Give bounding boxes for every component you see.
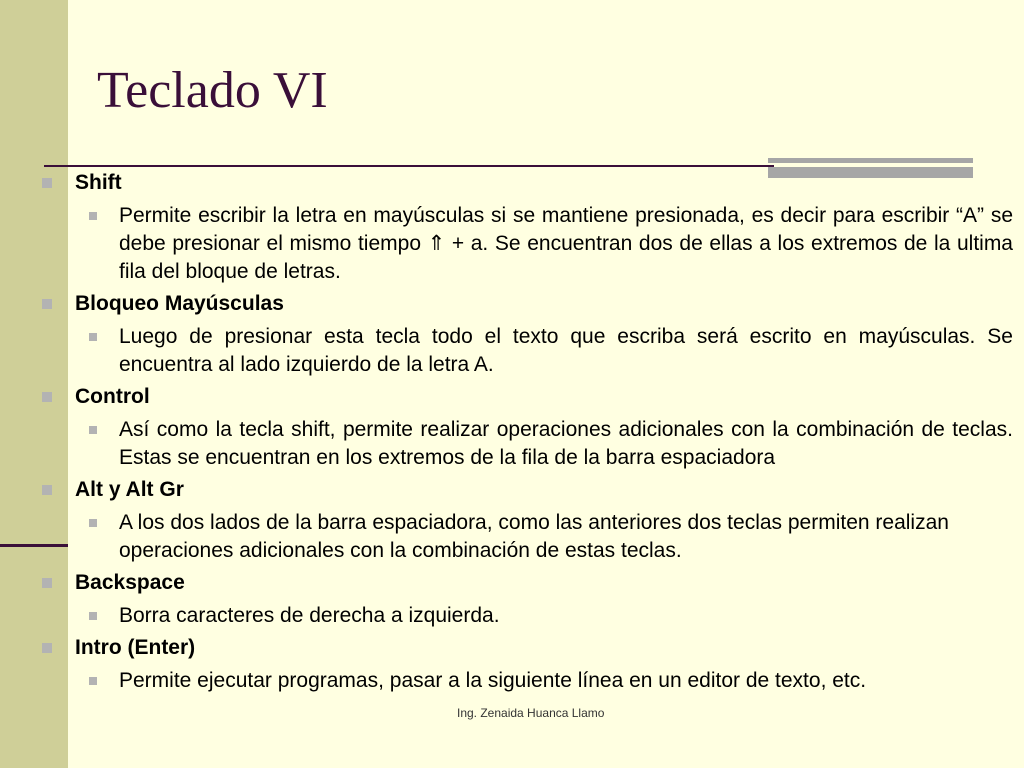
footer-author: Ing. Zenaida Huanca Llamo xyxy=(457,706,605,720)
heading-text: Shift xyxy=(75,171,122,194)
square-bullet-icon xyxy=(42,392,52,402)
description-text: A los dos lados de la barra espaciadora, como las anteriores dos teclas permiten realizan operaciones adicionales con la combinación de estas teclas. xyxy=(119,511,949,562)
list-item-heading xyxy=(40,634,1013,662)
slide-title: Teclado VI xyxy=(97,62,328,119)
description-text: Así como la tecla shift, permite realizar operaciones adicionales con la combinación de teclas. Estas se encuentran en los extremos de la fila de la barra espaciadora xyxy=(119,418,1013,469)
description-text: Luego de presionar esta tecla todo el texto que escriba será escrito en mayúsculas. Se encuentra al lado izquierdo de la letra A. xyxy=(119,325,1013,376)
square-bullet-icon xyxy=(42,178,52,188)
list-item-description xyxy=(40,602,1013,630)
square-bullet-icon xyxy=(42,578,52,588)
square-bullet-icon xyxy=(42,643,52,653)
square-bullet-icon xyxy=(89,612,97,620)
list-item-description xyxy=(40,667,1013,695)
accent-bar-top xyxy=(768,158,973,163)
list-item-description xyxy=(40,416,1013,472)
bullet-list xyxy=(40,165,1013,695)
heading-text: Control xyxy=(75,385,150,408)
square-bullet-icon xyxy=(89,333,97,341)
list-item-heading xyxy=(40,169,1013,197)
list-item-heading xyxy=(40,290,1013,318)
heading-text: Intro (Enter) xyxy=(75,636,196,659)
list-item-heading xyxy=(40,476,1013,504)
list-item-heading xyxy=(40,383,1013,411)
square-bullet-icon xyxy=(42,299,52,309)
description-text: Borra caracteres de derecha a izquierda. xyxy=(119,604,500,627)
list-item-description xyxy=(40,323,1013,379)
heading-text: Alt y Alt Gr xyxy=(75,478,184,501)
description-text: Permite ejecutar programas, pasar a la siguiente línea en un editor de texto, etc. xyxy=(119,669,867,692)
list-item-description xyxy=(40,509,1013,565)
heading-text: Bloqueo Mayúsculas xyxy=(75,292,284,315)
list-item-description xyxy=(40,202,1013,286)
square-bullet-icon xyxy=(89,212,97,220)
square-bullet-icon xyxy=(42,485,52,495)
square-bullet-icon xyxy=(89,677,97,685)
square-bullet-icon xyxy=(89,426,97,434)
list-item-heading xyxy=(40,569,1013,597)
heading-text: Backspace xyxy=(75,571,185,594)
square-bullet-icon xyxy=(89,519,97,527)
description-text: Permite escribir la letra en mayúsculas si se mantiene presionada, es decir para escribir “A” se debe presionar el mismo tiempo ⇑ + a. Se encuentran dos de ellas a los extremos de la ultima fila del bloque de letras. xyxy=(119,204,1013,283)
